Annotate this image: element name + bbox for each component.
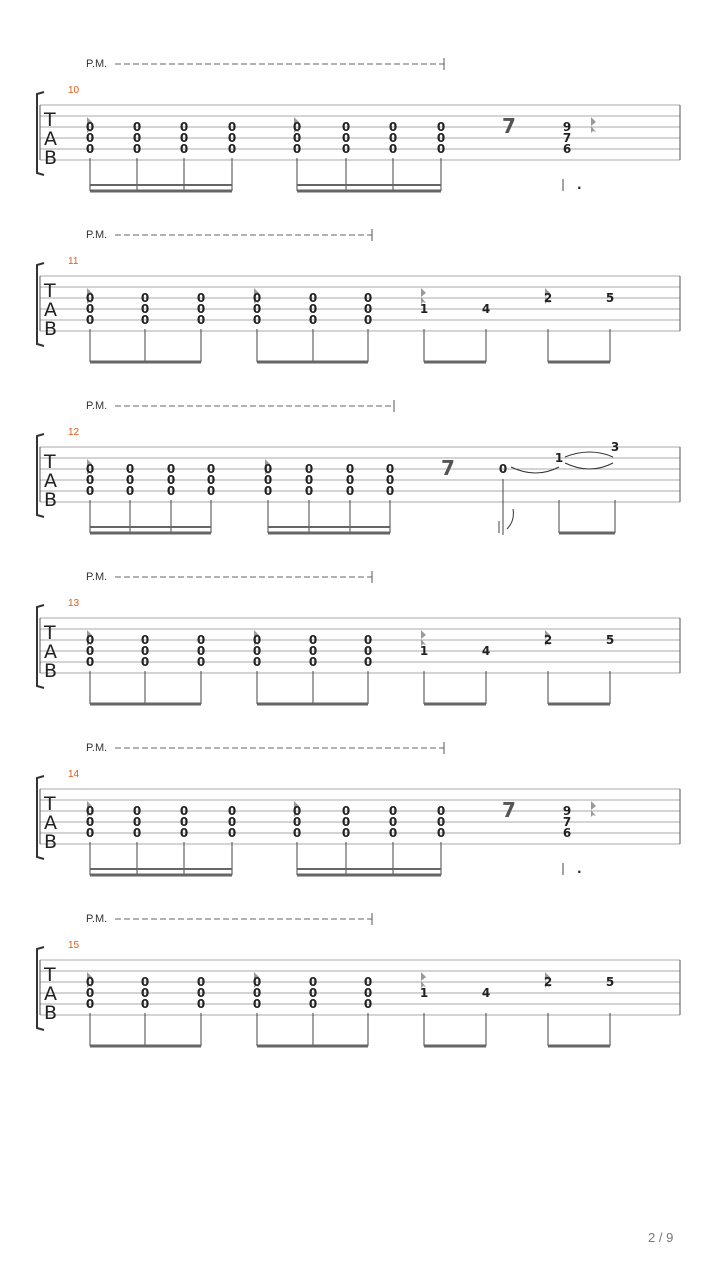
- fret-number: 0: [436, 142, 446, 156]
- fret-number: 0: [308, 302, 318, 316]
- fret-number: 0: [363, 313, 373, 327]
- fret-number: 0: [341, 142, 351, 156]
- fret-number: 9: [562, 120, 572, 134]
- fret-number: 0: [252, 975, 262, 989]
- fret-number: 0: [196, 975, 206, 989]
- slide-curve: [507, 509, 513, 529]
- fret-number: 0: [308, 655, 318, 669]
- fret-number: 0: [85, 975, 95, 989]
- fret-number: 0: [196, 644, 206, 658]
- fret-number: 0: [252, 655, 262, 669]
- fret-number: 0: [304, 484, 314, 498]
- tab-clef-letter: B: [44, 318, 58, 340]
- palm-mute-label: P.M.: [86, 571, 108, 583]
- fret-number: 0: [85, 313, 95, 327]
- fret-number: 0: [227, 120, 237, 134]
- fret-number: 0: [85, 986, 95, 1000]
- fret-number: 0: [308, 633, 318, 647]
- fret-number: 0: [263, 462, 273, 476]
- fret-number: 0: [140, 302, 150, 316]
- fret-number: 0: [196, 997, 206, 1011]
- fret-number: 0: [196, 313, 206, 327]
- dot-mark: .: [577, 862, 582, 876]
- fret-number: 0: [85, 291, 95, 305]
- fret-number: 0: [196, 986, 206, 1000]
- fret-number: 0: [385, 473, 395, 487]
- fret-number: 0: [292, 826, 302, 840]
- fret-number: 0: [304, 462, 314, 476]
- palm-mute-label: P.M.: [86, 913, 108, 925]
- tab-clef-letter: B: [44, 831, 58, 853]
- tab-clef-letter: A: [44, 299, 57, 321]
- fret-number: 0: [304, 473, 314, 487]
- tab-clef-letter: A: [44, 812, 57, 834]
- fret-number: 0: [308, 291, 318, 305]
- fret-number: 0: [140, 655, 150, 669]
- fret-number: 0: [179, 131, 189, 145]
- fret-number: 0: [363, 975, 373, 989]
- tab-staff-svg: [0, 55, 720, 226]
- fret-number: 4: [481, 986, 491, 1000]
- fret-number: 0: [345, 462, 355, 476]
- fret-number: 0: [85, 655, 95, 669]
- tab-clef-letter: B: [44, 660, 58, 682]
- fret-number: 0: [196, 633, 206, 647]
- fret-number: 0: [85, 302, 95, 316]
- tab-system: [0, 226, 720, 397]
- fret-number: 0: [388, 131, 398, 145]
- measure-number: 14: [68, 769, 80, 780]
- fret-number: 0: [292, 815, 302, 829]
- fret-number: 0: [308, 986, 318, 1000]
- fret-number: 0: [85, 142, 95, 156]
- fret-number: 0: [308, 975, 318, 989]
- tab-clef-letter: T: [44, 109, 56, 131]
- fret-number: 0: [140, 986, 150, 1000]
- fret-number: 0: [292, 120, 302, 134]
- fret-number: 0: [252, 291, 262, 305]
- fret-number: 9: [562, 804, 572, 818]
- fret-number: 0: [363, 302, 373, 316]
- tab-clef-letter: A: [44, 641, 57, 663]
- tab-system: [0, 568, 720, 739]
- tab-clef-letter: A: [44, 470, 57, 492]
- fret-number: 3: [610, 440, 620, 454]
- tie-curve: [511, 467, 559, 473]
- fret-number: 0: [345, 473, 355, 487]
- fret-number: 0: [345, 484, 355, 498]
- eighth-rest-icon: 7: [502, 798, 516, 822]
- tab-staff-svg: [0, 568, 720, 739]
- fret-number: 0: [363, 633, 373, 647]
- fret-number: 0: [166, 462, 176, 476]
- tab-staff-svg: [0, 397, 720, 568]
- fret-number: 0: [179, 804, 189, 818]
- fret-number: 0: [85, 997, 95, 1011]
- tab-clef-letter: T: [44, 451, 56, 473]
- fret-number: 6: [562, 826, 572, 840]
- tab-system: [0, 739, 720, 910]
- fret-number: 0: [341, 815, 351, 829]
- fret-number: 0: [436, 815, 446, 829]
- tab-clef-letter: B: [44, 489, 58, 511]
- fret-number: 0: [132, 804, 142, 818]
- fret-number: 0: [436, 804, 446, 818]
- fret-number: 0: [166, 473, 176, 487]
- fret-number: 2: [543, 975, 553, 989]
- tab-clef-letter: T: [44, 280, 56, 302]
- fret-number: 0: [140, 997, 150, 1011]
- fret-number: 0: [179, 142, 189, 156]
- fret-number: 0: [85, 644, 95, 658]
- fret-number: 5: [605, 975, 615, 989]
- fret-number: 0: [125, 462, 135, 476]
- measure-number: 15: [68, 940, 80, 951]
- palm-mute-label: P.M.: [86, 229, 108, 241]
- fret-number: 0: [498, 462, 508, 476]
- fret-number: 0: [140, 313, 150, 327]
- tab-clef-letter: B: [44, 1002, 58, 1024]
- fret-number: 0: [85, 462, 95, 476]
- quarter-rest-icon: [591, 801, 596, 817]
- fret-number: 0: [227, 142, 237, 156]
- fret-number: 0: [125, 473, 135, 487]
- palm-mute-label: P.M.: [86, 742, 108, 754]
- tab-clef-letter: A: [44, 983, 57, 1005]
- fret-number: 0: [85, 473, 95, 487]
- fret-number: 0: [436, 120, 446, 134]
- fret-number: 0: [363, 655, 373, 669]
- fret-number: 0: [308, 313, 318, 327]
- eighth-rest-icon: 7: [441, 456, 455, 480]
- fret-number: 0: [85, 120, 95, 134]
- fret-number: 1: [419, 644, 429, 658]
- tab-clef-letter: T: [44, 793, 56, 815]
- tab-system: [0, 910, 720, 1081]
- fret-number: 0: [227, 804, 237, 818]
- fret-number: 1: [419, 986, 429, 1000]
- fret-number: 0: [196, 655, 206, 669]
- tab-system: [0, 397, 720, 568]
- fret-number: 0: [308, 644, 318, 658]
- fret-number: 0: [179, 815, 189, 829]
- fret-number: 0: [85, 826, 95, 840]
- page-number: 2 / 9: [648, 1230, 674, 1245]
- fret-number: 0: [140, 633, 150, 647]
- fret-number: 0: [252, 302, 262, 316]
- measure-number: 10: [68, 85, 80, 96]
- measure-number: 11: [68, 256, 79, 267]
- fret-number: 0: [292, 142, 302, 156]
- fret-number: 0: [206, 484, 216, 498]
- fret-number: 0: [388, 826, 398, 840]
- fret-number: 0: [179, 120, 189, 134]
- fret-number: 0: [227, 131, 237, 145]
- fret-number: 0: [388, 804, 398, 818]
- fret-number: 0: [341, 826, 351, 840]
- fret-number: 0: [252, 986, 262, 1000]
- fret-number: 2: [543, 291, 553, 305]
- tab-staff-svg: [0, 226, 720, 397]
- fret-number: 1: [419, 302, 429, 316]
- fret-number: 0: [308, 997, 318, 1011]
- fret-number: 0: [132, 142, 142, 156]
- measure-number: 12: [68, 427, 80, 438]
- fret-number: 0: [388, 142, 398, 156]
- fret-number: 0: [140, 291, 150, 305]
- fret-number: 0: [252, 997, 262, 1011]
- fret-number: 0: [85, 131, 95, 145]
- fret-number: 0: [363, 997, 373, 1011]
- fret-number: 0: [363, 644, 373, 658]
- quarter-rest-icon: [591, 117, 596, 133]
- fret-number: 0: [385, 462, 395, 476]
- palm-mute-label: P.M.: [86, 58, 108, 70]
- tab-clef-letter: T: [44, 622, 56, 644]
- fret-number: 0: [252, 644, 262, 658]
- fret-number: 0: [196, 291, 206, 305]
- fret-number: 0: [363, 986, 373, 1000]
- fret-number: 0: [85, 633, 95, 647]
- fret-number: 6: [562, 142, 572, 156]
- fret-number: 4: [481, 302, 491, 316]
- fret-number: 0: [341, 804, 351, 818]
- fret-number: 0: [388, 815, 398, 829]
- fret-number: 0: [85, 484, 95, 498]
- fret-number: 0: [132, 826, 142, 840]
- fret-number: 5: [605, 633, 615, 647]
- fret-number: 0: [179, 826, 189, 840]
- fret-number: 5: [605, 291, 615, 305]
- fret-number: 0: [132, 120, 142, 134]
- fret-number: 0: [196, 302, 206, 316]
- dot-mark: .: [577, 178, 582, 192]
- tab-clef-letter: T: [44, 964, 56, 986]
- fret-number: 0: [125, 484, 135, 498]
- fret-number: 0: [206, 462, 216, 476]
- fret-number: 7: [562, 131, 572, 145]
- fret-number: 0: [227, 826, 237, 840]
- fret-number: 7: [562, 815, 572, 829]
- tab-staff-svg: [0, 739, 720, 910]
- tie-curve: [565, 452, 613, 457]
- eighth-rest-icon: 7: [502, 114, 516, 138]
- fret-number: 0: [363, 291, 373, 305]
- fret-number: 0: [385, 484, 395, 498]
- fret-number: 0: [140, 644, 150, 658]
- fret-number: 0: [140, 975, 150, 989]
- palm-mute-label: P.M.: [86, 400, 108, 412]
- fret-number: 0: [263, 473, 273, 487]
- measure-number: 13: [68, 598, 80, 609]
- fret-number: 0: [341, 120, 351, 134]
- fret-number: 0: [292, 804, 302, 818]
- fret-number: 0: [132, 815, 142, 829]
- fret-number: 0: [132, 131, 142, 145]
- fret-number: 0: [206, 473, 216, 487]
- fret-number: 0: [252, 313, 262, 327]
- fret-number: 0: [263, 484, 273, 498]
- tab-clef-letter: A: [44, 128, 57, 150]
- fret-number: 0: [388, 120, 398, 134]
- fret-number: 0: [436, 826, 446, 840]
- fret-number: 4: [481, 644, 491, 658]
- fret-number: 0: [85, 815, 95, 829]
- tie-curve: [565, 463, 613, 469]
- fret-number: 0: [252, 633, 262, 647]
- fret-number: 0: [436, 131, 446, 145]
- fret-number: 0: [227, 815, 237, 829]
- fret-number: 2: [543, 633, 553, 647]
- fret-number: 0: [341, 131, 351, 145]
- tab-system: [0, 55, 720, 226]
- tab-staff-svg: [0, 910, 720, 1081]
- tab-clef-letter: B: [44, 147, 58, 169]
- fret-number: 0: [85, 804, 95, 818]
- fret-number: 0: [166, 484, 176, 498]
- fret-number: 1: [554, 451, 564, 465]
- fret-number: 0: [292, 131, 302, 145]
